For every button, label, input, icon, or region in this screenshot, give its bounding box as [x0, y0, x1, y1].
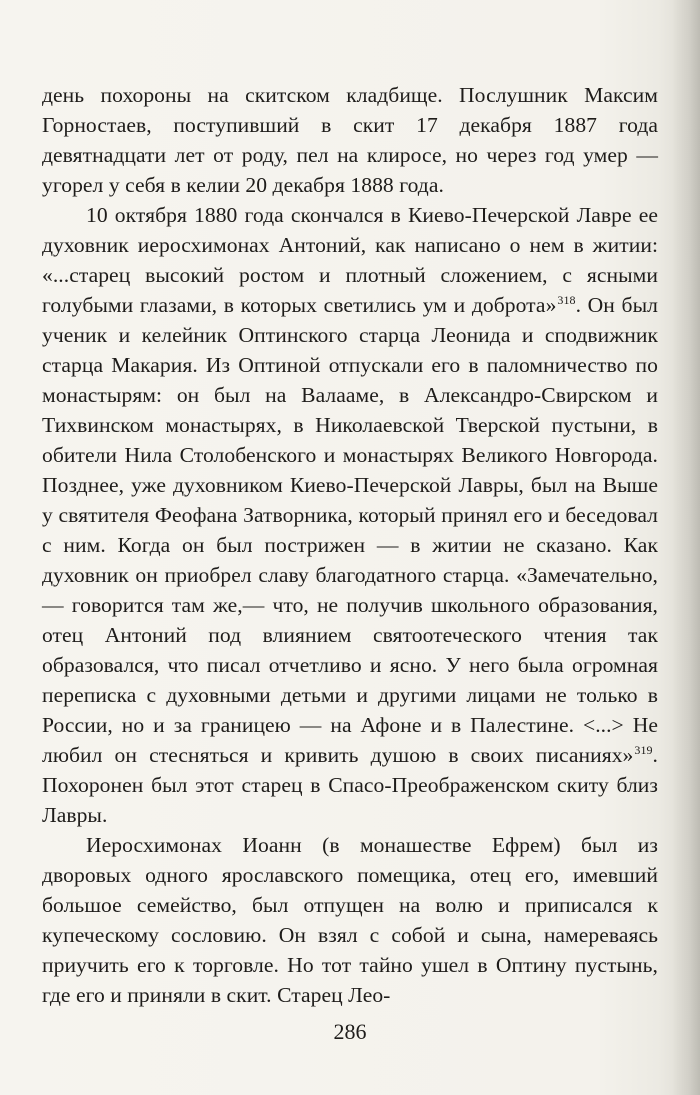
- paragraph-1-text: день похороны на скитском кладбище. Послушник Максим Горностаев, поступивший в скит 17 декабря 1887 года девятнадцати лет от роду, пел на клиросе, но через год умер — угорел у себя в келии 20 декабря 1888 года.: [42, 83, 658, 197]
- paragraph-3-text: Иеросхимонах Иоанн (в монашестве Ефрем) был из дворовых одного ярославского помещика, отец его, имевший большое семейство, был отпущен на волю и приписался к купеческому сословию. Он взял с собой и сына, намереваясь приучить его к торговле. Но тот тайно ушел в Оптину пустынь, где его и приняли в скит. Старец Лео-: [42, 833, 658, 1007]
- page-number: 286: [333, 1019, 367, 1044]
- footnote-ref-318[interactable]: 318: [557, 293, 576, 307]
- paragraph-2-text-c: . Похоронен был этот старец в Спасо-Преображенском скиту близ Лавры.: [42, 743, 658, 827]
- paragraph-1: [42, 80, 658, 200]
- paragraph-2: [42, 200, 658, 830]
- paragraph-2-text-b: . Он был ученик и келейник Оптинского старца Леонида и сподвижник старца Макария. Из Оптиной отпускали его в паломничество по монастырям: он был на Валааме, в Александро-Свирском и Тихвинском монастырях, в Николаевской Тверской пустыни, в обители Нила Столобенского и монастырях Великого Новгорода. Позднее, уже духовником Киево-Печерской Лавры, был на Выше у святителя Феофана Затворника, который принял его и беседовал с ним. Когда он был пострижен — в житии не сказано. Как духовник он приобрел славу благодатного старца. «Замечательно,— говорится там же,— что, не получив школьного образования, отец Антоний под влиянием святоотеческого чтения так образовался, что писал отчетливо и ясно. У него была огромная переписка с духовными детьми и другими лицами не только в России, но и за границею — на Афоне и в Палестине. <...> Не любил он стесняться и кривить душою в своих писаниях»: [42, 293, 658, 767]
- paragraph-3: [42, 830, 658, 1010]
- page-edge-shadow: [672, 0, 700, 1095]
- paragraph-2-text-a: 10 октября 1880 года скончался в Киево-Печерской Лавре ее духовник иеросхимонах Антоний, как написано о нем в житии: «...старец высокий ростом и плотный сложением, с ясными голубыми глазами, в которых светились ум и доброта»: [42, 203, 658, 317]
- footnote-ref-319[interactable]: 319: [634, 743, 653, 757]
- body-text: [42, 80, 658, 1010]
